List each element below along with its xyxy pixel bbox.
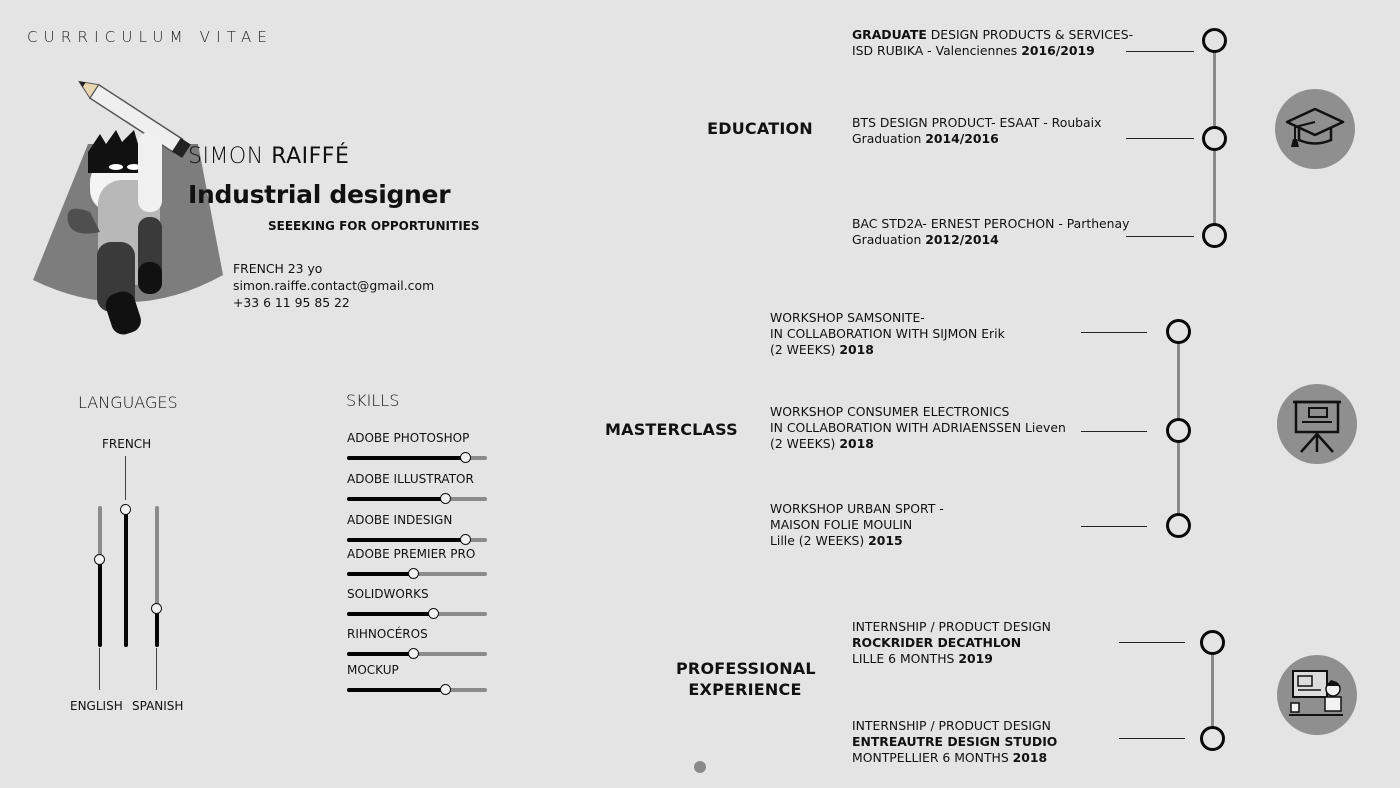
spanish-connector [156,648,157,690]
workshop-collab: IN COLLABORATION WITH ADRIAENSSEN Lieven [770,420,1066,435]
skill-label: ADOBE INDESIGN [347,513,453,527]
internship-role: INTERNSHIP / PRODUCT DESIGN [852,718,1051,733]
timeline-node [1200,726,1225,751]
workshop-collab: IN COLLABORATION WITH SIJMON Erik [770,326,1005,341]
presentation-board-icon [1277,384,1357,464]
language-slider-french[interactable] [124,506,128,647]
language-label-french: FRENCH [102,437,152,451]
skills-title: SKILLS [346,391,400,410]
timeline-connector [1081,526,1147,527]
internship-role: INTERNSHIP / PRODUCT DESIGN [852,619,1051,634]
last-name: RAIFFÉ [271,144,350,169]
workshop-location: MAISON FOLIE MOULIN [770,517,913,532]
company-name: ROCKRIDER DECATHLON [852,635,1022,650]
workshop-duration: (2 WEEKS) [770,436,840,451]
designer-at-desk-icon [1277,655,1357,735]
language-slider-spanish[interactable] [155,506,159,647]
contact-nationality-age: FRENCH 23 yo [233,261,323,276]
company-name: ENTREAUTRE DESIGN STUDIO [852,734,1058,749]
skill-slider-premier-pro[interactable] [347,572,487,576]
school-text: ISD RUBIKA - Valenciennes [852,43,1022,58]
year: 2018 [839,436,874,451]
skill-label: SOLIDWORKS [347,587,429,601]
timeline-node [1166,418,1191,443]
timeline-node [1202,126,1227,151]
contact-email[interactable]: simon.raiffe.contact@gmail.com [233,278,435,293]
years: 2014/2016 [925,131,999,146]
experience-title-line: PROFESSIONAL [676,659,816,678]
skill-slider-knob[interactable] [460,534,471,545]
skill-slider-photoshop[interactable] [347,456,487,460]
workshop-name: WORKSHOP SAMSONITE- [770,310,925,325]
workshop-name: WORKSHOP CONSUMER ELECTRONICS [770,404,1010,419]
year: 2018 [1012,750,1048,765]
timeline-node [1200,630,1225,655]
skill-slider-knob[interactable] [460,452,471,463]
language-label-spanish: SPANISH [132,699,184,713]
experience-title [676,658,814,700]
skill-label: RIHNOCÉROS [347,627,428,641]
workshop-name: WORKSHOP URBAN SPORT - [770,501,944,516]
school-text: Graduation [852,232,926,247]
year: 2015 [868,533,903,548]
skill-level-fill [347,538,466,542]
experience-entry [852,619,1051,667]
timeline-connector [1119,642,1185,643]
year: 2019 [958,651,993,666]
seeking-text: SEEEKING FOR OPPORTUNITIES [268,219,480,233]
skill-slider-knob[interactable] [440,493,451,504]
year: 2018 [839,342,874,357]
skill-level-fill [347,456,466,460]
languages-title: LANGUAGES [78,393,178,412]
skill-level-fill [347,688,446,692]
skill-level-fill [347,612,434,616]
degree-text: BTS DESIGN PRODUCT- ESAAT - Roubaix [852,115,1102,130]
language-slider-knob[interactable] [120,504,131,515]
language-level-fill [124,510,128,647]
years: 2012/2014 [925,232,999,247]
skill-slider-rhinoceros[interactable] [347,652,487,656]
workshop-duration: (2 WEEKS) [770,342,840,357]
timeline-connector [1126,138,1194,139]
cv-title: CURRICULUM VITAE [27,28,274,46]
school-text: Graduation [852,131,926,146]
french-connector [125,456,126,500]
language-slider-knob[interactable] [94,554,105,565]
skill-slider-illustrator[interactable] [347,497,487,501]
years: 2016/2019 [1021,43,1095,58]
contact-block [233,260,434,311]
masterclass-title: MASTERCLASS [605,420,738,439]
masterclass-entry [770,404,1066,452]
language-slider-english[interactable] [98,506,102,647]
language-level-fill [155,609,159,647]
masterclass-entry [770,501,944,549]
skill-label: ADOBE PREMIER PRO [347,547,476,561]
internship-duration: MONTPELLIER 6 MONTHS [852,750,1013,765]
skill-label: ADOBE ILLUSTRATOR [347,472,474,486]
language-level-fill [98,560,102,647]
skill-slider-solidworks[interactable] [347,612,487,616]
internship-duration: LILLE 6 MONTHS [852,651,959,666]
degree-text: DESIGN PRODUCTS & SERVICES- [926,27,1134,42]
education-title: EDUCATION [707,119,813,138]
skill-slider-knob[interactable] [408,568,419,579]
language-slider-knob[interactable] [151,603,162,614]
degree-bold: GRADUATE [852,27,927,42]
skill-label: MOCKUP [347,663,399,677]
timeline-connector [1081,332,1147,333]
timeline-node [1202,28,1227,53]
skill-slider-knob[interactable] [408,648,419,659]
job-title: Industrial designer [188,180,451,209]
timeline-node [1166,319,1191,344]
education-entry [852,216,1129,248]
skill-level-fill [347,497,446,501]
skill-slider-mockup[interactable] [347,688,487,692]
skill-slider-knob[interactable] [428,608,439,619]
timeline-node [1166,513,1191,538]
skill-slider-knob[interactable] [440,684,451,695]
contact-phone[interactable]: +33 6 11 95 85 22 [233,295,350,310]
degree-text: BAC STD2A- ERNEST PEROCHON - Parthenay [852,216,1130,231]
full-name [188,144,349,169]
page-indicator-dot[interactable] [694,761,706,773]
timeline-connector [1081,431,1147,432]
education-entry [852,115,1101,147]
language-label-english: ENGLISH [70,699,123,713]
graduation-cap-icon [1275,89,1355,169]
timeline-connector [1126,51,1194,52]
skill-level-fill [347,572,414,576]
timeline-node [1202,223,1227,248]
workshop-duration: Lille (2 WEEKS) [770,533,869,548]
skill-slider-indesign[interactable] [347,538,487,542]
timeline-connector [1119,738,1185,739]
timeline-connector [1126,236,1194,237]
experience-entry [852,718,1057,766]
skill-label: ADOBE PHOTOSHOP [347,431,470,445]
first-name: SIMON [188,144,264,169]
experience-title-line: EXPERIENCE [688,680,802,699]
english-connector [99,648,100,690]
masterclass-entry [770,310,1005,358]
skill-level-fill [347,652,414,656]
education-entry [852,27,1133,59]
